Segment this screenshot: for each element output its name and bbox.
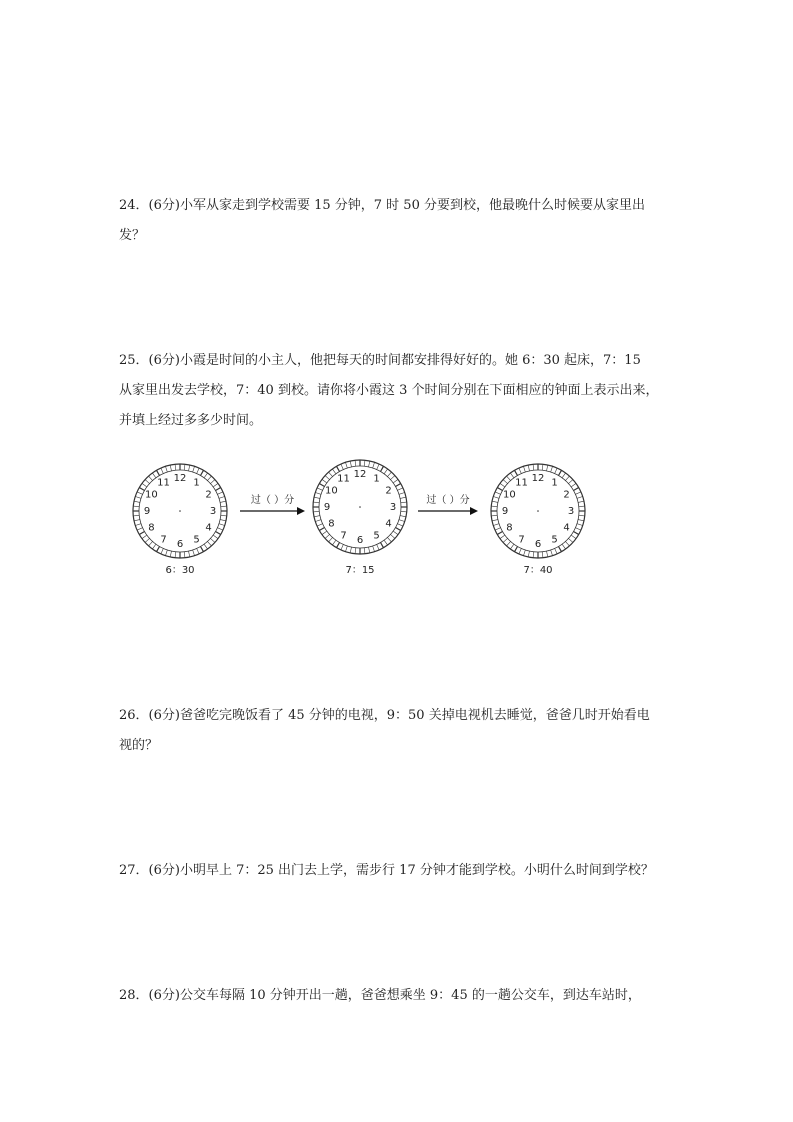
minute-tick xyxy=(135,496,141,498)
clock-numeral: 4 xyxy=(563,522,570,534)
clock-numeral: 10 xyxy=(503,489,516,501)
minute-tick xyxy=(313,502,319,503)
clock-numeral: 9 xyxy=(501,506,509,517)
question-28 xyxy=(119,981,679,1011)
minute-tick xyxy=(571,483,576,487)
minute-tick xyxy=(221,506,227,507)
minute-tick xyxy=(175,552,176,558)
minute-tick xyxy=(507,541,511,545)
clock-numeral: 12 xyxy=(173,473,187,484)
minute-tick xyxy=(491,506,497,507)
minute-tick xyxy=(396,528,401,531)
minute-tick xyxy=(134,501,140,502)
minute-tick xyxy=(578,520,584,521)
minute-tick xyxy=(381,466,384,471)
minute-tick xyxy=(491,515,497,516)
clock-numeral: 10 xyxy=(325,485,338,497)
question-26 xyxy=(119,701,679,761)
minute-tick xyxy=(515,470,518,475)
minute-tick xyxy=(219,524,225,526)
minute-tick xyxy=(201,547,204,552)
minute-tick xyxy=(562,544,566,549)
clock-center-dot xyxy=(179,510,181,512)
minute-tick xyxy=(551,466,553,472)
elapsed-arrow xyxy=(240,493,305,515)
minute-tick xyxy=(197,468,199,473)
clock-numeral: 2 xyxy=(205,489,212,501)
minute-tick xyxy=(507,476,511,480)
minute-tick xyxy=(571,535,576,539)
minute-tick xyxy=(219,496,225,498)
minute-tick xyxy=(145,480,149,484)
minute-tick xyxy=(503,538,507,542)
clock-numeral: 5 xyxy=(551,534,558,546)
minute-tick xyxy=(565,476,569,480)
minute-tick xyxy=(314,516,320,517)
minute-tick xyxy=(170,465,171,471)
clock-numeral: 3 xyxy=(567,506,575,517)
minute-tick xyxy=(500,535,505,539)
minute-tick xyxy=(184,464,185,470)
minute-tick xyxy=(137,492,142,494)
minute-tick xyxy=(578,501,584,502)
minute-tick xyxy=(350,461,351,467)
minute-tick xyxy=(401,511,407,512)
minute-tick xyxy=(565,541,569,545)
clock-numeral: 12 xyxy=(353,469,367,480)
minute-tick xyxy=(355,548,356,554)
minute-tick xyxy=(519,468,521,473)
minute-tick xyxy=(377,464,379,469)
clock-time-label: 7：15 xyxy=(345,565,375,576)
clock-numeral: 8 xyxy=(148,522,155,534)
minute-tick xyxy=(381,543,384,548)
minute-tick xyxy=(384,469,388,474)
question-text-line: 25．(6分)小霞是时间的小主人，他把每天的时间都安排得好好的。她 6：30 起床，7：15 xyxy=(119,353,641,368)
clock-numeral: 8 xyxy=(328,518,335,530)
minute-tick xyxy=(515,547,518,552)
minute-tick xyxy=(574,532,579,535)
minute-tick xyxy=(216,532,221,535)
minute-tick xyxy=(313,511,319,512)
minute-tick xyxy=(547,465,548,471)
minute-tick xyxy=(137,528,142,530)
minute-tick xyxy=(193,550,195,556)
minute-tick xyxy=(579,515,585,516)
minute-tick xyxy=(533,552,534,558)
minute-tick xyxy=(314,497,320,498)
clock-numeral: 12 xyxy=(531,473,545,484)
minute-tick xyxy=(547,551,548,557)
minute-tick xyxy=(397,524,402,526)
minute-tick xyxy=(332,469,336,474)
minute-tick xyxy=(396,484,401,487)
clock-numeral: 6 xyxy=(176,539,184,550)
question-text-line: 从家里出发去学校，7：40 到校。请你将小霞这 3 个时间分别在下面相应的钟面上表示出来， xyxy=(119,383,659,398)
minute-tick xyxy=(373,546,375,552)
clock-numeral: 2 xyxy=(385,485,392,497)
minute-tick xyxy=(562,473,566,478)
minute-tick xyxy=(210,538,214,542)
minute-tick xyxy=(384,540,388,545)
clock-numeral: 5 xyxy=(373,530,380,542)
question-text-line: 28．(6分)公交车每隔 10 分钟开出一趟，爸爸想乘坐 9：45 的一趟公交车，到达车站时， xyxy=(119,988,641,1003)
clock-numeral: 10 xyxy=(145,489,158,501)
minute-tick xyxy=(204,544,208,549)
minute-tick xyxy=(142,483,147,487)
minute-tick xyxy=(135,524,141,526)
minute-tick xyxy=(217,528,222,530)
minute-tick xyxy=(317,524,322,526)
minute-tick xyxy=(319,484,324,487)
clock-numeral: 11 xyxy=(337,473,350,485)
minute-tick xyxy=(542,552,543,558)
minute-tick xyxy=(317,488,322,490)
minute-tick xyxy=(533,464,534,470)
clock-time-label: 6：30 xyxy=(165,565,195,576)
minute-tick xyxy=(510,544,514,549)
minute-tick xyxy=(575,492,580,494)
clock-numeral: 1 xyxy=(551,477,558,489)
minute-tick xyxy=(575,528,580,530)
minute-tick xyxy=(329,537,333,541)
minute-tick xyxy=(189,551,190,557)
minute-tick xyxy=(325,476,329,480)
minute-tick xyxy=(325,534,329,538)
clock-face xyxy=(313,460,407,576)
question-text-line: 视的？ xyxy=(119,738,159,753)
minute-tick xyxy=(377,544,379,549)
minute-tick xyxy=(369,547,370,553)
minute-tick xyxy=(523,466,525,472)
minute-tick xyxy=(216,488,221,491)
clock-numeral: 7 xyxy=(340,530,347,542)
minute-tick xyxy=(497,488,502,491)
clock-face xyxy=(491,464,585,576)
minute-tick xyxy=(201,470,204,475)
minute-tick xyxy=(350,547,351,553)
minute-tick xyxy=(399,520,405,522)
minute-tick xyxy=(149,476,153,480)
question-text-line: 并填上经过多多少时间。 xyxy=(119,413,263,428)
minute-tick xyxy=(542,464,543,470)
clock-numeral: 1 xyxy=(193,477,200,489)
clock-numeral: 8 xyxy=(506,522,513,534)
minute-tick xyxy=(329,472,333,476)
clock-numeral: 3 xyxy=(209,506,217,517)
clock-numeral: 5 xyxy=(193,534,200,546)
minute-tick xyxy=(373,462,375,468)
minute-tick xyxy=(133,515,139,516)
minute-tick xyxy=(139,488,144,491)
arrow-head xyxy=(470,507,478,515)
clock-center-dot xyxy=(359,506,361,508)
minute-tick xyxy=(393,531,398,535)
question-text-line: 27．(6分)小明早上 7：25 出门去上学，需步行 17 分钟才能到学校。小明什么时间到学校？ xyxy=(119,863,654,878)
minute-tick xyxy=(510,473,514,478)
minute-tick xyxy=(364,548,365,554)
minute-tick xyxy=(152,473,156,478)
minute-tick xyxy=(221,515,227,516)
clock-face xyxy=(133,464,227,576)
clock-numeral: 9 xyxy=(143,506,151,517)
minute-tick xyxy=(568,480,572,484)
clock-numeral: 6 xyxy=(356,535,364,546)
minute-tick xyxy=(397,488,402,490)
minute-tick xyxy=(220,501,226,502)
question-text-line: 24．(6分)小军从家走到学校需要 15 分钟，7 时 50 分要到校，他最晚什么时候要从家里出 xyxy=(119,198,645,213)
elapsed-arrow xyxy=(418,493,478,515)
minute-tick xyxy=(387,537,391,541)
minute-tick xyxy=(210,480,214,484)
question-27 xyxy=(119,856,679,886)
elapsed-time-blank: 过（ ）分 xyxy=(426,495,470,506)
minute-tick xyxy=(184,552,185,558)
clock-numeral: 7 xyxy=(160,534,167,546)
minute-tick xyxy=(369,461,370,467)
minute-tick xyxy=(390,476,394,480)
minute-tick xyxy=(364,460,365,466)
minute-tick xyxy=(497,532,502,535)
minute-tick xyxy=(495,492,500,494)
minute-tick xyxy=(579,506,585,507)
clock-time-label: 7：40 xyxy=(523,565,553,576)
minute-tick xyxy=(157,470,160,475)
minute-tick xyxy=(400,516,406,517)
minute-tick xyxy=(322,479,327,483)
minute-tick xyxy=(134,520,140,521)
minute-tick xyxy=(133,506,139,507)
minute-tick xyxy=(387,472,391,476)
minute-tick xyxy=(152,544,156,549)
minute-tick xyxy=(568,538,572,542)
arrow-head xyxy=(297,507,305,515)
minute-tick xyxy=(399,492,405,494)
minute-tick xyxy=(574,488,579,491)
minute-tick xyxy=(322,531,327,535)
minute-tick xyxy=(175,464,176,470)
minute-tick xyxy=(157,547,160,552)
minute-tick xyxy=(217,492,222,494)
minute-tick xyxy=(577,524,583,526)
minute-tick xyxy=(145,538,149,542)
minute-tick xyxy=(528,465,529,471)
clock-numeral: 11 xyxy=(157,477,170,489)
minute-tick xyxy=(213,535,218,539)
minute-tick xyxy=(220,520,226,521)
minute-tick xyxy=(193,466,195,472)
minute-tick xyxy=(492,520,498,521)
clock-center-dot xyxy=(537,510,539,512)
minute-tick xyxy=(139,532,144,535)
clock-numeral: 6 xyxy=(534,539,542,550)
minute-tick xyxy=(492,501,498,502)
clock-numeral: 11 xyxy=(515,477,528,489)
minute-tick xyxy=(332,540,336,545)
elapsed-time-blank: 过（ ）分 xyxy=(250,495,295,506)
minute-tick xyxy=(337,466,340,471)
question-text-line: 26．(6分)爸爸吃完晚饭看了 45 分钟的电视，9：50 关掉电视机去睡觉，爸爸几时开始看电 xyxy=(119,708,650,723)
minute-tick xyxy=(393,479,398,483)
minute-tick xyxy=(337,543,340,548)
minute-tick xyxy=(204,473,208,478)
minute-tick xyxy=(165,550,167,556)
minute-tick xyxy=(559,470,562,475)
minute-tick xyxy=(528,551,529,557)
clock-numeral: 9 xyxy=(323,502,331,513)
minute-tick xyxy=(170,551,171,557)
clock-numeral: 4 xyxy=(385,518,392,530)
minute-tick xyxy=(493,496,499,498)
minute-tick xyxy=(345,462,347,468)
minute-tick xyxy=(493,524,499,526)
minute-tick xyxy=(401,502,407,503)
minute-tick xyxy=(500,483,505,487)
minute-tick xyxy=(345,546,347,552)
minute-tick xyxy=(559,547,562,552)
minute-tick xyxy=(495,528,500,530)
minute-tick xyxy=(189,465,190,471)
minute-tick xyxy=(213,483,218,487)
minute-tick xyxy=(315,492,321,494)
minute-tick xyxy=(503,480,507,484)
minute-tick xyxy=(355,460,356,466)
minute-tick xyxy=(315,520,321,522)
question-text-line: 发？ xyxy=(119,228,146,243)
clock-numeral: 1 xyxy=(373,473,380,485)
minute-tick xyxy=(523,550,525,556)
minute-tick xyxy=(207,476,211,480)
minute-tick xyxy=(142,535,147,539)
minute-tick xyxy=(341,464,343,469)
clock-numeral: 2 xyxy=(563,489,570,501)
minute-tick xyxy=(551,550,553,556)
question-25 xyxy=(119,346,679,436)
minute-tick xyxy=(207,541,211,545)
clock-numeral: 3 xyxy=(389,502,397,513)
question-24 xyxy=(119,191,679,251)
minute-tick xyxy=(555,548,557,553)
minute-tick xyxy=(149,541,153,545)
clock-numeral: 4 xyxy=(205,522,212,534)
minute-tick xyxy=(161,468,163,473)
minute-tick xyxy=(161,548,163,553)
minute-tick xyxy=(319,528,324,531)
clock-faces-figure xyxy=(120,455,600,585)
minute-tick xyxy=(197,548,199,553)
minute-tick xyxy=(400,497,406,498)
minute-tick xyxy=(555,468,557,473)
minute-tick xyxy=(390,534,394,538)
minute-tick xyxy=(577,496,583,498)
minute-tick xyxy=(519,548,521,553)
minute-tick xyxy=(165,466,167,472)
clock-numeral: 7 xyxy=(518,534,525,546)
minute-tick xyxy=(341,544,343,549)
